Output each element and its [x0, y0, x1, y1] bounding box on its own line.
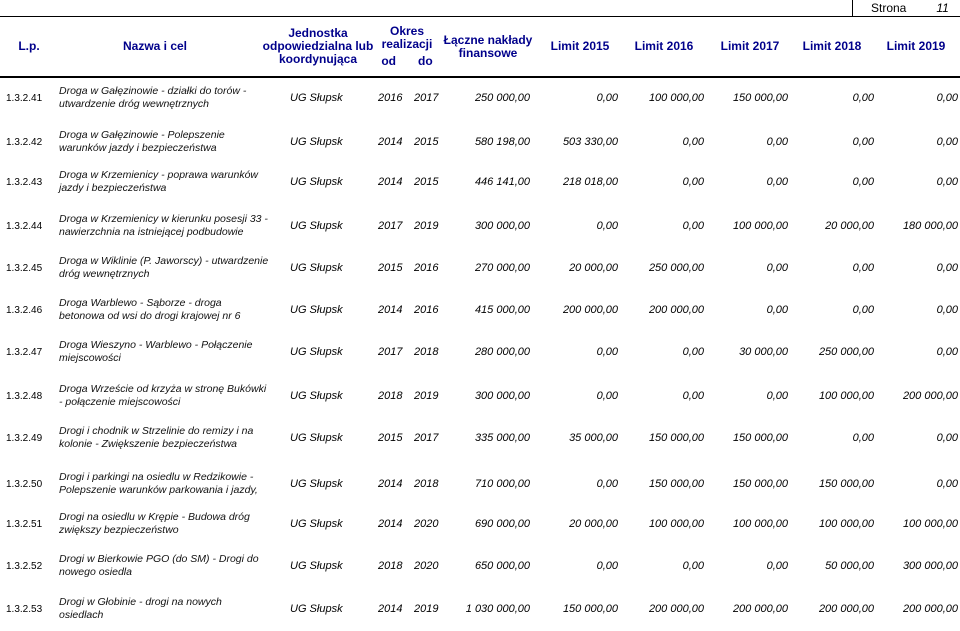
row-to: 2018: [414, 478, 439, 490]
table-row: [0, 250, 960, 286]
table-row: [0, 334, 960, 370]
row-unit: UG Słupsk: [290, 176, 343, 188]
table-row: [0, 420, 960, 456]
header-nazwa: Nazwa i cel: [122, 39, 188, 53]
row-limit-2016: 0,00: [682, 560, 704, 572]
table-row: [0, 164, 960, 200]
row-to: 2015: [414, 136, 439, 148]
row-limit-2016: 0,00: [682, 346, 704, 358]
row-to: 2016: [414, 262, 439, 274]
page-label: Strona: [871, 1, 907, 15]
row-lp: 1.3.2.45: [6, 262, 43, 274]
row-limit-2019: 0,00: [936, 92, 958, 104]
row-from: 2014: [378, 176, 403, 188]
row-to: 2019: [414, 603, 439, 615]
page-number-box: [852, 0, 960, 16]
row-name: Drogi i parkingi na osiedlu w Redzikowie - Polepszenie warunków parkowania i jazdy,: [59, 471, 258, 496]
row-limit-2018: 20 000,00: [825, 220, 874, 232]
row-from: 2014: [378, 304, 403, 316]
table-row: [0, 590, 960, 628]
row-unit: UG Słupsk: [290, 432, 343, 444]
row-name: Droga w Gałęzinowie - Polepszenie warunków jazdy i bezpieczeństwa: [59, 129, 225, 154]
row-limit-2017: 30 000,00: [739, 346, 788, 358]
row-unit: UG Słupsk: [290, 560, 343, 572]
row-limit-2019: 200 000,00: [902, 390, 958, 402]
row-limit-2017: 150 000,00: [732, 478, 788, 490]
row-limit-2017: 100 000,00: [732, 518, 788, 530]
row-limit-2015: 0,00: [596, 346, 618, 358]
row-name: Drogi i chodnik w Strzelinie do remizy i na kolonie - Zwiększenie bezpieczeństwa: [59, 425, 254, 450]
row-limit-2017: 150 000,00: [732, 432, 788, 444]
row-to: 2019: [414, 220, 439, 232]
row-lp: 1.3.2.43: [6, 176, 43, 188]
row-lp: 1.3.2.41: [6, 92, 43, 104]
row-limit-2019: 180 000,00: [902, 220, 958, 232]
row-to: 2018: [414, 346, 439, 358]
row-lp: 1.3.2.42: [6, 136, 43, 148]
row-limit-2016: 200 000,00: [648, 304, 704, 316]
row-limit-2016: 100 000,00: [648, 92, 704, 104]
header-okres-label: Okres realizacji: [381, 24, 433, 51]
table-row: [0, 80, 960, 116]
row-limit-2017: 0,00: [766, 390, 788, 402]
row-limit-2018: 0,00: [852, 92, 874, 104]
table-row: [0, 548, 960, 584]
row-limit-2019: 0,00: [936, 478, 958, 490]
row-limit-2017: 0,00: [766, 136, 788, 148]
row-to: 2017: [414, 92, 439, 104]
row-limit-2019: 0,00: [936, 262, 958, 274]
row-total: 710 000,00: [474, 478, 530, 490]
row-limit-2015: 218 018,00: [562, 176, 618, 188]
table-row: [0, 378, 960, 414]
row-limit-2016: 0,00: [682, 136, 704, 148]
row-limit-2019: 0,00: [936, 432, 958, 444]
row-to: 2019: [414, 390, 439, 402]
row-name: Droga w Gałęzinowie - działki do torów - utwardzenie dróg wewnętrznych: [59, 85, 247, 110]
row-unit: UG Słupsk: [290, 518, 343, 530]
row-lp: 1.3.2.53: [6, 603, 43, 615]
row-limit-2019: 0,00: [936, 136, 958, 148]
row-from: 2015: [378, 262, 403, 274]
row-limit-2018: 100 000,00: [818, 390, 874, 402]
header-lp: L.p.: [18, 39, 40, 53]
row-limit-2018: 0,00: [852, 262, 874, 274]
row-lp: 1.3.2.46: [6, 304, 43, 316]
row-limit-2016: 250 000,00: [648, 262, 704, 274]
row-from: 2018: [378, 560, 403, 572]
row-limit-2015: 0,00: [596, 220, 618, 232]
row-limit-2016: 150 000,00: [648, 432, 704, 444]
header-limit-2019: Limit 2019: [886, 39, 946, 53]
row-limit-2018: 0,00: [852, 432, 874, 444]
table-row: [0, 202, 960, 250]
table-row: [0, 124, 960, 160]
row-name: Droga Wieszyno - Warblewo - Połączenie miejscowości: [59, 339, 253, 364]
row-limit-2018: 100 000,00: [818, 518, 874, 530]
row-to: 2017: [414, 432, 439, 444]
row-from: 2018: [378, 390, 403, 402]
row-limit-2017: 0,00: [766, 262, 788, 274]
row-to: 2020: [414, 518, 439, 530]
row-total: 335 000,00: [474, 432, 530, 444]
row-total: 446 141,00: [474, 176, 530, 188]
row-total: 250 000,00: [474, 92, 530, 104]
row-limit-2015: 20 000,00: [569, 518, 618, 530]
row-unit: UG Słupsk: [290, 92, 343, 104]
row-limit-2017: 200 000,00: [732, 603, 788, 615]
row-limit-2018: 50 000,00: [825, 560, 874, 572]
row-limit-2018: 150 000,00: [818, 478, 874, 490]
row-lp: 1.3.2.47: [6, 346, 43, 358]
row-to: 2016: [414, 304, 439, 316]
row-limit-2016: 100 000,00: [648, 518, 704, 530]
row-to: 2020: [414, 560, 439, 572]
header-limit-2016: Limit 2016: [634, 39, 694, 53]
row-name: Droga w Krzemienicy - poprawa warunków jazdy i bezpieczeństwa: [59, 169, 258, 194]
header-do: do: [418, 54, 433, 68]
row-limit-2016: 0,00: [682, 220, 704, 232]
row-limit-2016: 200 000,00: [648, 603, 704, 615]
row-name: Droga Warblewo - Sąborze - droga betonowa od wsi do drogi krajowej nr 6: [59, 297, 241, 322]
row-limit-2015: 503 330,00: [562, 136, 618, 148]
row-limit-2015: 20 000,00: [569, 262, 618, 274]
row-limit-2017: 0,00: [766, 560, 788, 572]
row-from: 2014: [378, 518, 403, 530]
row-limit-2015: 0,00: [596, 390, 618, 402]
row-limit-2016: 150 000,00: [648, 478, 704, 490]
row-from: 2014: [378, 603, 403, 615]
header-limit-2018: Limit 2018: [802, 39, 862, 53]
row-from: 2017: [378, 346, 403, 358]
page-number: 11: [936, 1, 949, 15]
row-lp: 1.3.2.50: [6, 478, 43, 490]
table-row: [0, 506, 960, 542]
row-lp: 1.3.2.44: [6, 220, 43, 232]
row-total: 1 030 000,00: [465, 603, 530, 615]
row-total: 690 000,00: [474, 518, 530, 530]
row-limit-2015: 0,00: [596, 478, 618, 490]
row-limit-2018: 0,00: [852, 304, 874, 316]
row-total: 415 000,00: [474, 304, 530, 316]
row-limit-2019: 0,00: [936, 304, 958, 316]
row-limit-2015: 35 000,00: [569, 432, 618, 444]
row-total: 300 000,00: [474, 390, 530, 402]
row-lp: 1.3.2.52: [6, 560, 43, 572]
header-limit-2015: Limit 2015: [550, 39, 610, 53]
row-unit: UG Słupsk: [290, 478, 343, 490]
row-to: 2015: [414, 176, 439, 188]
row-lp: 1.3.2.51: [6, 518, 43, 530]
header-laczne: Łączne nakłady finansowe: [443, 32, 533, 60]
row-limit-2015: 0,00: [596, 92, 618, 104]
row-total: 280 000,00: [474, 346, 530, 358]
row-from: 2016: [378, 92, 403, 104]
row-limit-2017: 0,00: [766, 304, 788, 316]
row-limit-2019: 0,00: [936, 176, 958, 188]
row-unit: UG Słupsk: [290, 262, 343, 274]
row-lp: 1.3.2.49: [6, 432, 43, 444]
table-header: [0, 17, 960, 78]
row-from: 2017: [378, 220, 403, 232]
row-limit-2018: 250 000,00: [818, 346, 874, 358]
row-from: 2014: [378, 478, 403, 490]
table-row: [0, 460, 960, 508]
row-limit-2015: 150 000,00: [562, 603, 618, 615]
header-jednostka: Jednostka odpowiedzialna lub koordynująca: [262, 26, 374, 66]
row-total: 650 000,00: [474, 560, 530, 572]
row-limit-2016: 0,00: [682, 176, 704, 188]
row-name: Droga w Wiklinie (P. Jaworscy) - utwardzenie dróg wewnętrznych: [59, 255, 269, 280]
row-unit: UG Słupsk: [290, 220, 343, 232]
row-limit-2018: 0,00: [852, 176, 874, 188]
row-name: Drogi na osiedlu w Krępie - Budowa dróg zwiększy bezpieczeństwo: [59, 511, 250, 536]
row-total: 300 000,00: [474, 220, 530, 232]
row-unit: UG Słupsk: [290, 304, 343, 316]
row-from: 2014: [378, 136, 403, 148]
row-limit-2017: 150 000,00: [732, 92, 788, 104]
row-limit-2015: 0,00: [596, 560, 618, 572]
row-total: 580 198,00: [474, 136, 530, 148]
row-unit: UG Słupsk: [290, 390, 343, 402]
page-top-bar: [0, 0, 960, 17]
row-limit-2019: 300 000,00: [902, 560, 958, 572]
row-name: Drogi w Głobinie - drogi na nowych osiedlach: [59, 596, 222, 621]
row-limit-2019: 0,00: [936, 346, 958, 358]
header-okres-range: [381, 55, 432, 68]
header-limit-2017: Limit 2017: [720, 39, 780, 53]
row-limit-2018: 0,00: [852, 136, 874, 148]
row-unit: UG Słupsk: [290, 346, 343, 358]
row-total: 270 000,00: [474, 262, 530, 274]
row-name: Droga w Krzemienicy w kierunku posesji 33 - nawierzchnia na istniejącej podbudowie: [59, 213, 268, 238]
row-limit-2017: 100 000,00: [732, 220, 788, 232]
row-limit-2018: 200 000,00: [818, 603, 874, 615]
header-od: od: [381, 54, 396, 68]
header-okres: [372, 17, 442, 76]
row-limit-2017: 0,00: [766, 176, 788, 188]
row-limit-2015: 200 000,00: [562, 304, 618, 316]
row-limit-2019: 100 000,00: [902, 518, 958, 530]
row-name: Droga Wrzeście od krzyża w stronę Bukówki - połączenie miejscowości: [59, 383, 267, 408]
row-lp: 1.3.2.48: [6, 390, 43, 402]
row-unit: UG Słupsk: [290, 136, 343, 148]
row-unit: UG Słupsk: [290, 603, 343, 615]
table-row: [0, 292, 960, 328]
row-limit-2016: 0,00: [682, 390, 704, 402]
row-limit-2019: 200 000,00: [902, 603, 958, 615]
row-name: Drogi w Bierkowie PGO (do SM) - Drogi do nowego osiedla: [59, 553, 259, 578]
row-from: 2015: [378, 432, 403, 444]
